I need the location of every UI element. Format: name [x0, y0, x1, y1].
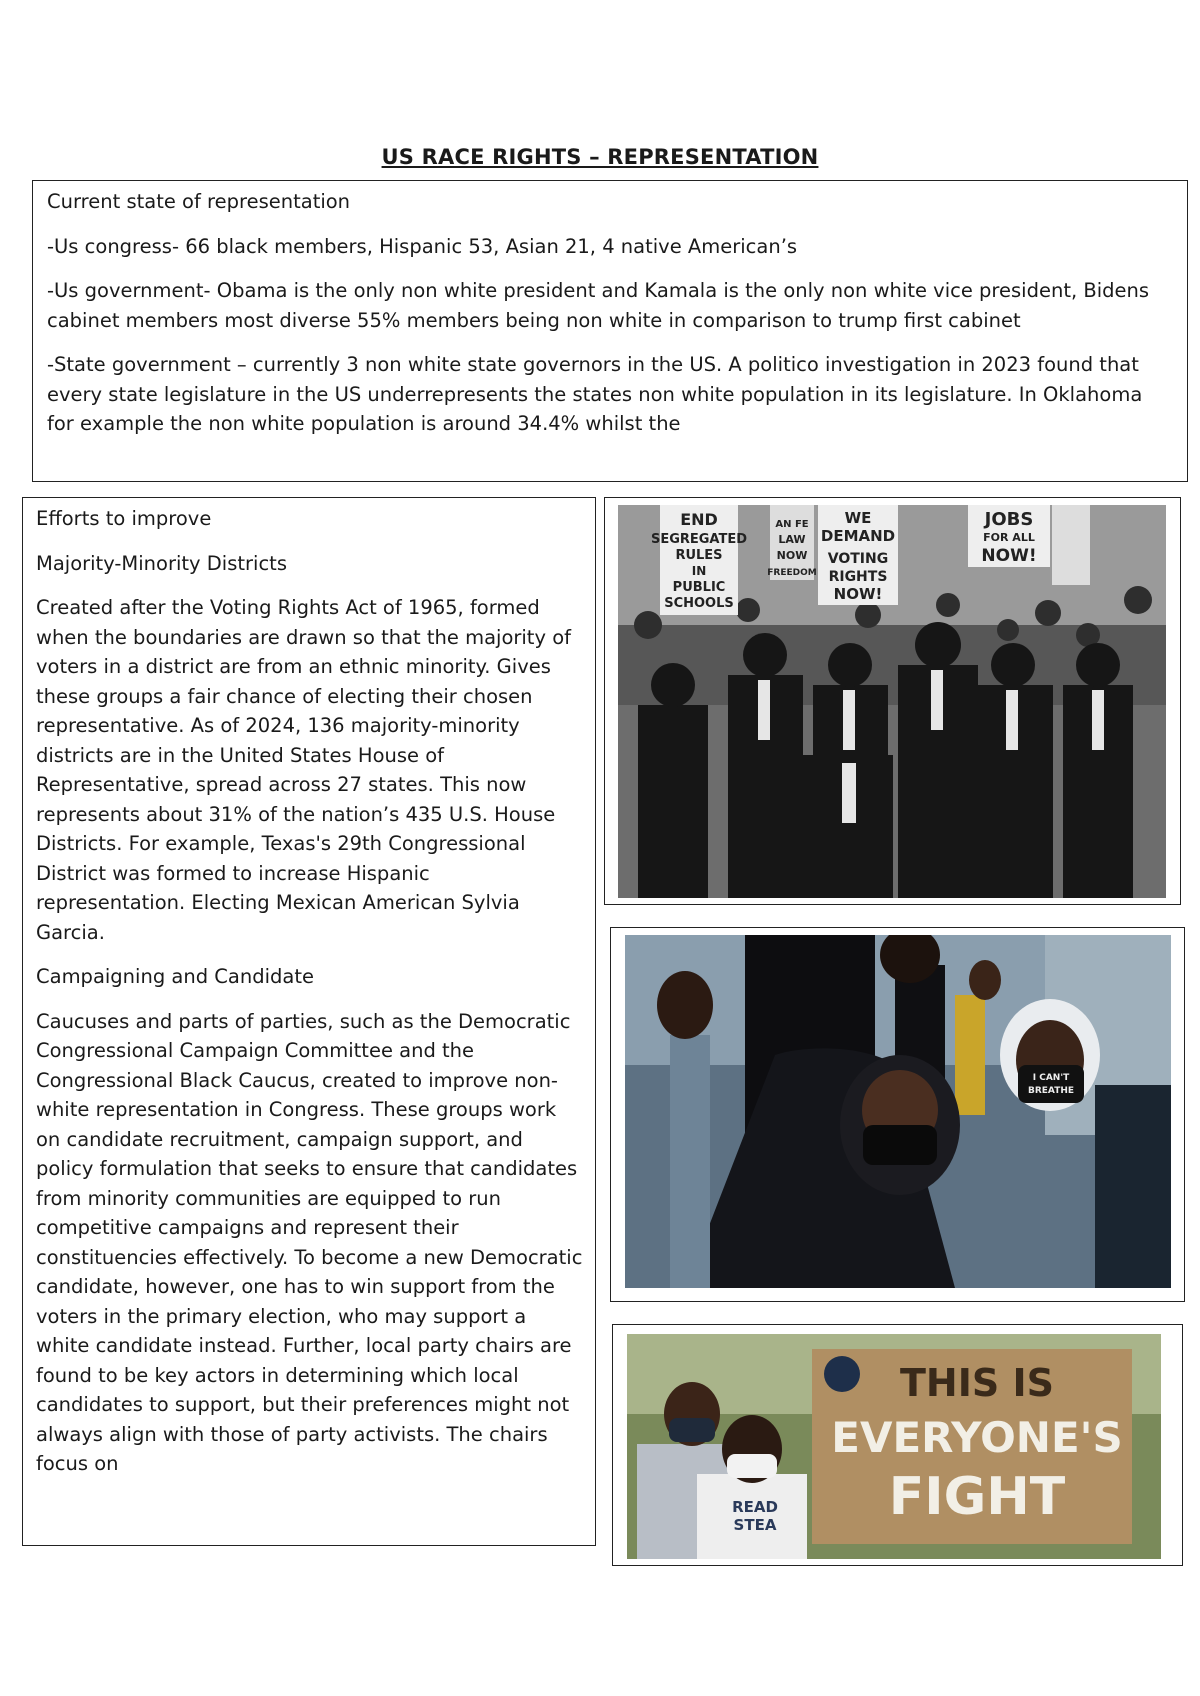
efforts-heading: Efforts to improve	[36, 507, 212, 530]
sign-in: IN	[691, 564, 707, 578]
sign-law: LAW	[778, 533, 806, 546]
government-text: -Us government- Obama is the only non white president and Kamala is the only non white vice president, Bidens cabinet members most diverse 55% members being non white in comparison to trump first cabinet	[47, 279, 1150, 332]
mask-text-2: BREATHE	[1027, 1086, 1075, 1096]
sign-schools: SCHOOLS	[664, 596, 734, 611]
sign-for-all: FOR ALL	[983, 531, 1035, 544]
sign-an-fe: AN FE	[775, 519, 809, 530]
sign-line-3: FIGHT	[888, 1467, 1066, 1527]
current-state-heading: Current state of representation	[47, 190, 351, 213]
mask-text-1: I CAN'T	[1032, 1073, 1070, 1083]
mmd-body: Created after the Voting Rights Act of 1965, formed when the boundaries are drawn so that the majority of voters in a district are from an ethnic minority. Gives these groups a fair chance of electing their chosen representative. As of 2024, 136 majority-minority districts are in the United States House of Representative, spread across 27 states. This now represents about 31% of the nation’s 435 U.S. House Districts. For example, Texas's 29th Congressional District was formed to increase Hispanic representation. Electing Mexican American Sylvia Garcia.	[36, 596, 571, 944]
sign-voting: VOTING	[827, 551, 889, 567]
sign-line-2: EVERYONE'S	[831, 1413, 1123, 1462]
sign-rules: RULES	[675, 548, 723, 563]
efforts-box	[22, 497, 596, 1546]
shirt-text-1: READ	[732, 1498, 778, 1516]
march-photo	[618, 505, 1166, 898]
sign-end: END	[680, 510, 718, 529]
sign-segregated: SEGREGATED	[650, 532, 748, 547]
sign-now-2: NOW!	[981, 546, 1037, 566]
sign-rights: RIGHTS	[828, 569, 888, 585]
mmd-heading: Majority-Minority Districts	[36, 551, 287, 575]
sign-now-1: NOW!	[833, 585, 883, 603]
current-state-box	[32, 180, 1188, 482]
sign-freedom: FREEDOM	[767, 568, 817, 578]
campaign-heading: Campaigning and Candidate	[36, 965, 314, 988]
sign-jobs: JOBS	[984, 509, 1034, 530]
campaign-body: Caucuses and parts of parties, such as the Democratic Congressional Campaign Committee and the Congressional Black Caucus, created to improve non-white representation in Congress. These groups work on candidate recruitment, campaign support, and policy formulation that seeks to ensure that candidates from minority communities are equipped to run competitive campaigns and represent their constituencies effectively. To become a new Democratic candidate, however, one has to win support from the voters in the primary election, who may support a white candidate instead. Further, local party chairs are found to be key actors in determining which local candidates to support, but their preferences might not always align with those of party activists. The chairs focus on	[36, 1009, 583, 1475]
sign-we: WE	[844, 509, 872, 527]
state-government-text: -State government – currently 3 non white state governors in the US. A politico investigation in 2023 found that every state legislature in the US underrepresents the states non white population in its legislature. In Oklahoma for example the non white population is around 34.4% whilst the	[47, 353, 1143, 435]
congress-text: -Us congress- 66 black members, Hispanic 53, Asian 21, 4 native American’s	[47, 234, 798, 258]
shirt-text-2: STEA	[733, 1516, 777, 1534]
sign-demand: DEMAND	[820, 527, 896, 545]
sign-public: PUBLIC	[672, 580, 726, 595]
fight-photo	[627, 1334, 1161, 1559]
sign-line-1: THIS IS	[900, 1361, 1054, 1405]
sign-now-3: NOW	[776, 549, 808, 562]
fists-photo	[625, 935, 1171, 1288]
page-title: US RACE RIGHTS – REPRESENTATION	[381, 145, 819, 169]
